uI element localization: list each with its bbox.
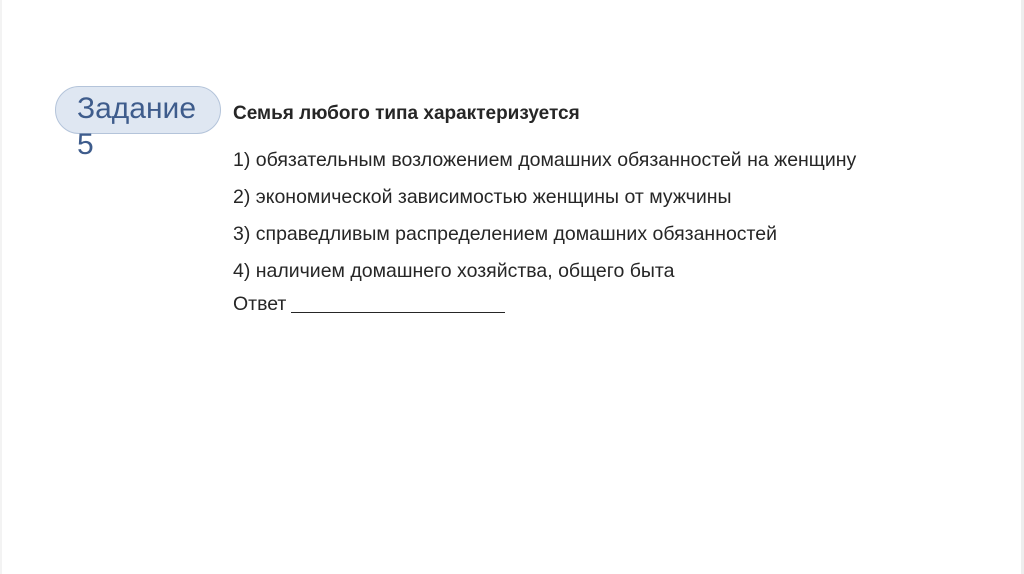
answer-option: 3) справедливым распределением домашних обязанностей [233, 223, 778, 245]
answer-label: Ответ [233, 293, 287, 315]
answer-blank-line [291, 292, 505, 313]
answer-option: 2) экономической зависимостью женщины от мужчины [233, 186, 732, 208]
question-text: Семья любого типа характеризуется [233, 103, 580, 124]
task-number: 5 [77, 128, 94, 161]
answer-option: 4) наличием домашнего хозяйства, общего быта [233, 260, 675, 282]
task-label [77, 91, 205, 163]
task-label-word: Задание [77, 92, 197, 125]
answer-row [233, 290, 505, 318]
answer-options-list [233, 142, 856, 290]
slide-left-edge [0, 0, 2, 574]
answer-option: 1) обязательным возложением домашних обязанностей на женщину [233, 149, 857, 171]
